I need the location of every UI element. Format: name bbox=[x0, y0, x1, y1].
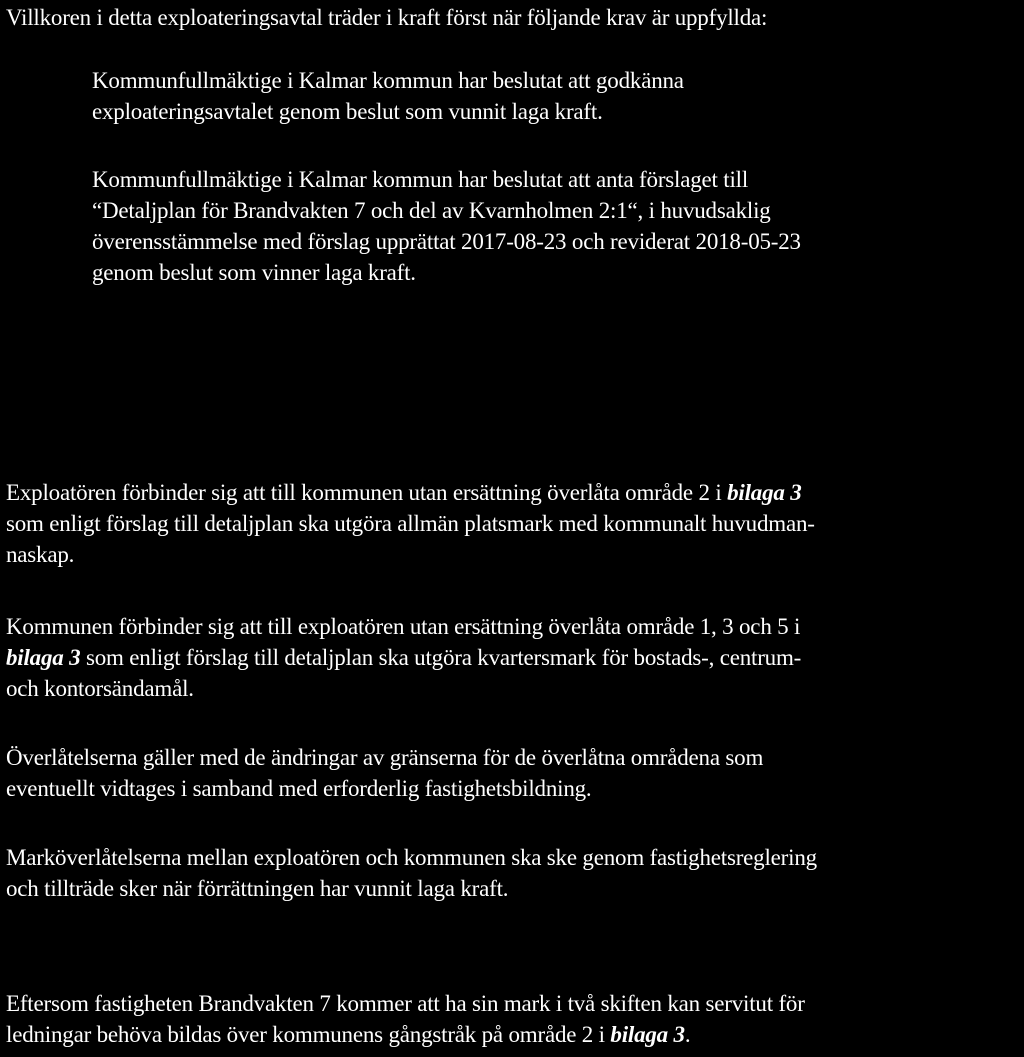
eftersom-line-2 bbox=[6, 1019, 805, 1050]
intro-paragraph bbox=[6, 2, 767, 33]
markoverlatelserna-line-2: och tillträde sker när förrättningen har vunnit laga kraft. bbox=[6, 876, 509, 901]
kommunen-line-2 bbox=[6, 642, 801, 673]
exploator-line-2: som enligt förslag till detaljplan ska utgöra allmän platsmark med kommunalt huvudman- bbox=[6, 511, 815, 536]
exploator-line-1 bbox=[6, 477, 815, 508]
eftersom-period: . bbox=[684, 1022, 691, 1047]
overlatelserna-paragraph bbox=[6, 742, 763, 804]
bilaga-3-reference: bilaga 3 bbox=[6, 645, 81, 670]
condition-2-line-1: Kommunfullmäktige i Kalmar kommun har beslutat att anta förslaget till bbox=[92, 167, 749, 192]
condition-2 bbox=[92, 164, 801, 288]
kommunen-line-1: Kommunen förbinder sig att till exploatören utan ersättning överlåta område 1, 3 och 5 i bbox=[6, 614, 801, 639]
exploator-paragraph bbox=[6, 477, 815, 570]
overlatelserna-line-2: eventuellt vidtages i samband med erforderlig fastighetsbildning. bbox=[6, 776, 592, 801]
bilaga-3-reference: bilaga 3 bbox=[610, 1022, 685, 1047]
intro-text: Villkoren i detta exploateringsavtal träder i kraft först när följande krav är uppfyllda: bbox=[6, 5, 768, 30]
kommunen-paragraph bbox=[6, 611, 801, 704]
eftersom-paragraph bbox=[6, 988, 805, 1050]
exploator-line-3: naskap. bbox=[6, 542, 75, 567]
condition-1-line-2: exploateringsavtalet genom beslut som vunnit laga kraft. bbox=[92, 99, 603, 124]
exploator-line-1-text: Exploatören förbinder sig att till kommunen utan ersättning överlåta område 2 i bbox=[6, 480, 728, 505]
kommunen-line-3: och kontorsändamål. bbox=[6, 676, 194, 701]
condition-2-line-2: “Detaljplan för Brandvakten 7 och del av Kvarnholmen 2:1“, i huvudsaklig bbox=[92, 198, 771, 223]
bilaga-3-reference: bilaga 3 bbox=[727, 480, 802, 505]
condition-1-line-1: Kommunfullmäktige i Kalmar kommun har beslutat att godkänna bbox=[92, 68, 684, 93]
markoverlatelserna-paragraph bbox=[6, 842, 817, 904]
eftersom-line-1: Eftersom fastigheten Brandvakten 7 kommer att ha sin mark i två skiften kan servitut för bbox=[6, 991, 805, 1016]
overlatelserna-line-1: Överlåtelserna gäller med de ändringar av gränserna för de överlåtna områdena som bbox=[6, 745, 764, 770]
condition-2-line-4: genom beslut som vinner laga kraft. bbox=[92, 260, 416, 285]
condition-1 bbox=[92, 65, 684, 127]
eftersom-line-2-text: ledningar behöva bildas över kommunens gångstråk på område 2 i bbox=[6, 1022, 611, 1047]
condition-2-line-3: överensstämmelse med förslag upprättat 2017-08-23 och reviderat 2018-05-23 bbox=[92, 229, 801, 254]
kommunen-line-2-text: som enligt förslag till detaljplan ska utgöra kvartersmark för bostads-, centrum- bbox=[80, 645, 802, 670]
markoverlatelserna-line-1: Marköverlåtelserna mellan exploatören och kommunen ska ske genom fastighetsreglering bbox=[6, 845, 817, 870]
